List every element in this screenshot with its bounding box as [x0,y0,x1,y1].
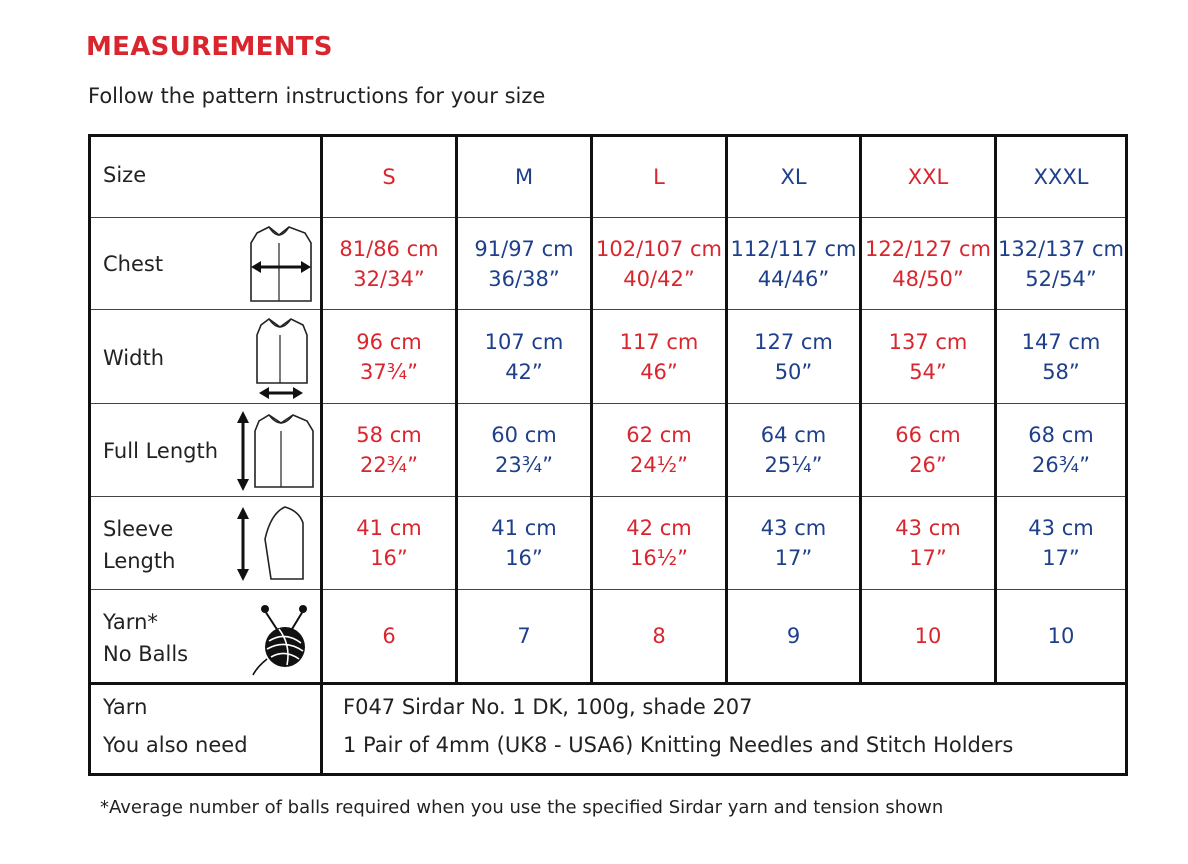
size-l: L [653,165,665,189]
size-s: S [382,165,396,189]
sleeve-s: 41 cm 16” [356,516,422,570]
length-m: 60 cm 23¾” [491,423,557,477]
yarn-label: Yarn [103,695,148,719]
row-label-sleeve-line1: Sleeve [103,517,174,541]
size-xl: XL [780,165,807,189]
also-need-label: You also need [103,733,248,757]
width-m: 107 cm 42” [484,329,564,384]
yarn-value: F047 Sirdar No. 1 DK, 100g, shade 207 [343,695,753,719]
sleeve-xxxl: 43 cm 17” [1028,516,1094,570]
length-xl: 64 cm 25¼” [760,423,827,477]
chest-m: 91/97 cm 36/38” [474,236,574,291]
cardigan-chest-icon [245,223,317,305]
size-m: M [514,165,534,189]
row-label-width: Width [103,346,165,370]
also-need-value: 1 Pair of 4mm (UK8 - USA6) Knitting Needles and Stitch Holders [343,733,1014,757]
row-label-full-length: Full Length [103,439,219,463]
yarn-ball-icon [251,601,317,677]
sleeve-xxl: 43 cm 17” [895,516,961,570]
balls-l: 8 [652,624,666,648]
balls-xxl: 10 [914,624,942,648]
balls-xxxl: 10 [1047,624,1075,648]
width-xxl: 137 cm 54” [888,329,968,384]
page-title: MEASUREMENTS [86,32,333,62]
row-label-yarn-line1: Yarn* [103,610,158,634]
footnote: *Average number of balls required when you use the specified Sirdar yarn and tension shown [100,797,944,818]
length-l: 62 cm 24½” [626,423,692,477]
chest-xl: 112/117 cm 44/46” [730,236,857,291]
width-xxxl: 147 cm 58” [1021,329,1101,384]
chest-xxxl: 132/137 cm 52/54” [998,236,1124,291]
chest-s: 81/86 cm 32/34” [339,236,439,291]
chest-l: 102/107 cm 40/42” [596,236,722,291]
cardigan-length-icon [233,409,317,493]
cardigan-width-icon [249,315,315,399]
length-s: 58 cm 22¾” [356,423,422,477]
balls-s: 6 [382,624,396,648]
row-label-sleeve-line2: Length [103,549,176,573]
row-label-yarn-line2: No Balls [103,642,189,666]
length-xxl: 66 cm 26” [895,423,961,477]
size-header-label: Size [103,163,147,187]
width-l: 117 cm 46” [619,329,699,384]
size-xxl: XXL [907,165,949,189]
sleeve-xl: 43 cm 17” [760,516,827,570]
sleeve-length-icon [233,503,317,585]
width-s: 96 cm 37¾” [356,329,422,384]
chest-xxl: 122/127 cm 48/50” [865,236,991,291]
row-label-chest: Chest [103,252,164,276]
width-xl: 127 cm 50” [754,329,833,384]
balls-m: 7 [517,624,531,648]
size-xxxl: XXXL [1033,165,1089,189]
sleeve-m: 41 cm 16” [491,516,557,570]
page-subtitle: Follow the pattern instructions for your size [88,84,546,108]
measurements-table [88,134,1128,776]
balls-xl: 9 [786,624,801,648]
sleeve-l: 42 cm 16½” [626,516,692,570]
length-xxxl: 68 cm 26¾” [1028,423,1094,477]
